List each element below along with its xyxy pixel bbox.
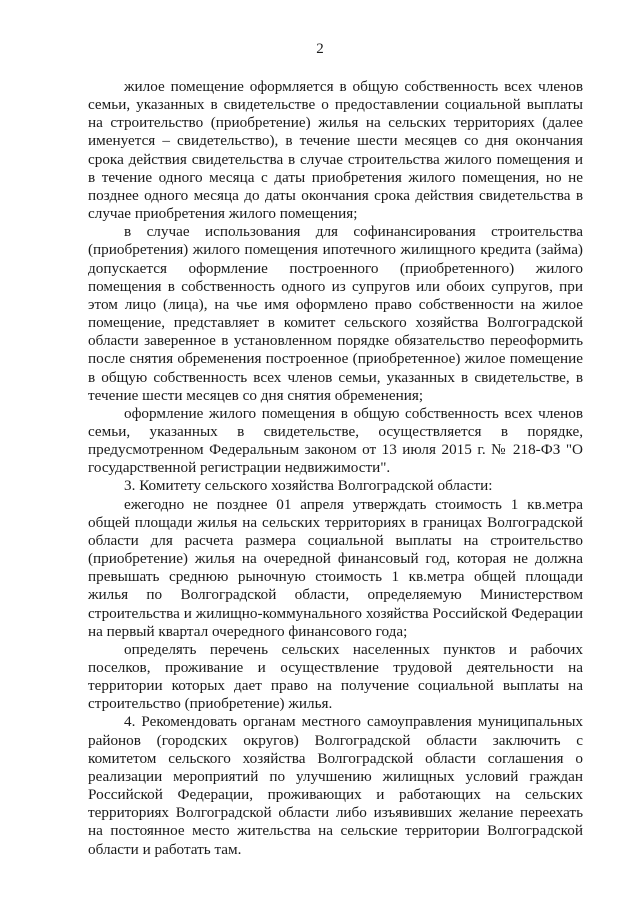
document-body (88, 78, 583, 859)
page-number: 2 (316, 41, 324, 57)
paragraph-settlements-list: определять перечень сельских населенных пунктов и рабочих поселков, проживание и осуществление трудовой деятельности на территории которых дает право на получение социальной выплаты на строительство (приобретение) жилья. (88, 640, 583, 713)
paragraph-ownership-registration: жилое помещение оформляется в общую собственность всех членов семьи, указанных в свидетельстве о предоставлении социальной выплаты на строительство (приобретение) жилья на сельских территориях (далее именуется – свидетельство), в течение шести месяцев со дня окончания срока действия свидетельства в случае строительства жилого помещения и в течение одного месяца с даты приобретения жилого помещения, но не позднее одного месяца до даты окончания срока действия свидетельства в случае приобретения жилого помещения; (88, 78, 583, 223)
paragraph-ownership-procedure: оформление жилого помещения в общую собственность всех членов семьи, указанных в свидетельстве, осуществляется в порядке, предусмотренном Федеральным законом от 13 июля 2015 г. № 218-ФЗ "О государственной регистрации недвижимости". (88, 404, 583, 477)
paragraph-section-3-heading: 3. Комитету сельского хозяйства Волгоградской области: (124, 477, 493, 495)
paragraph-mortgage-cofinancing: в случае использования для софинансирования строительства (приобретения) жилого помещения ипотечного жилищного кредита (займа) допускается оформление построенного (приобретенного) жилого помещения в собственность одного из супругов или обоих супругов, при этом лицо (лица), на чье имя оформлено право собственности на жилое помещение, представляет в комитет сельского хозяйства Волгоградской области заверенное в установленном порядке обязательство переоформить после снятия обременения построенное (приобретенное) жилое помещение в общую собственность всех членов семьи, указанных в свидетельстве, в течение шести месяцев со дня снятия обременения; (88, 223, 583, 404)
paragraph-section-4-recommendation: 4. Рекомендовать органам местного самоуправления муниципальных районов (городских округов) Волгоградской области заключить с комитетом сельского хозяйства Волгоградской области соглашения о реализации мероприятий по улучшению жилищных условий граждан Российской Федерации, проживающих и работающих на сельских территориях Волгоградской области либо изъявивших желание переехать на постоянное место жительства на сельские территории Волгоградской области и работать там. (88, 713, 583, 858)
paragraph-annual-cost-approval: ежегодно не позднее 01 апреля утверждать стоимость 1 кв.метра общей площади жилья на сельских территориях в границах Волгоградской области для расчета размера социальной выплаты на строительство (приобретение) жилья на очередной финансовый год, которая не должна превышать среднюю рыночную стоимость 1 кв.метра общей площади жилья по Волгоградской области, определяемую Министерством строительства и жилищно-коммунального хозяйства Российской Федерации на первый квартал очередного финансового года; (88, 495, 583, 640)
